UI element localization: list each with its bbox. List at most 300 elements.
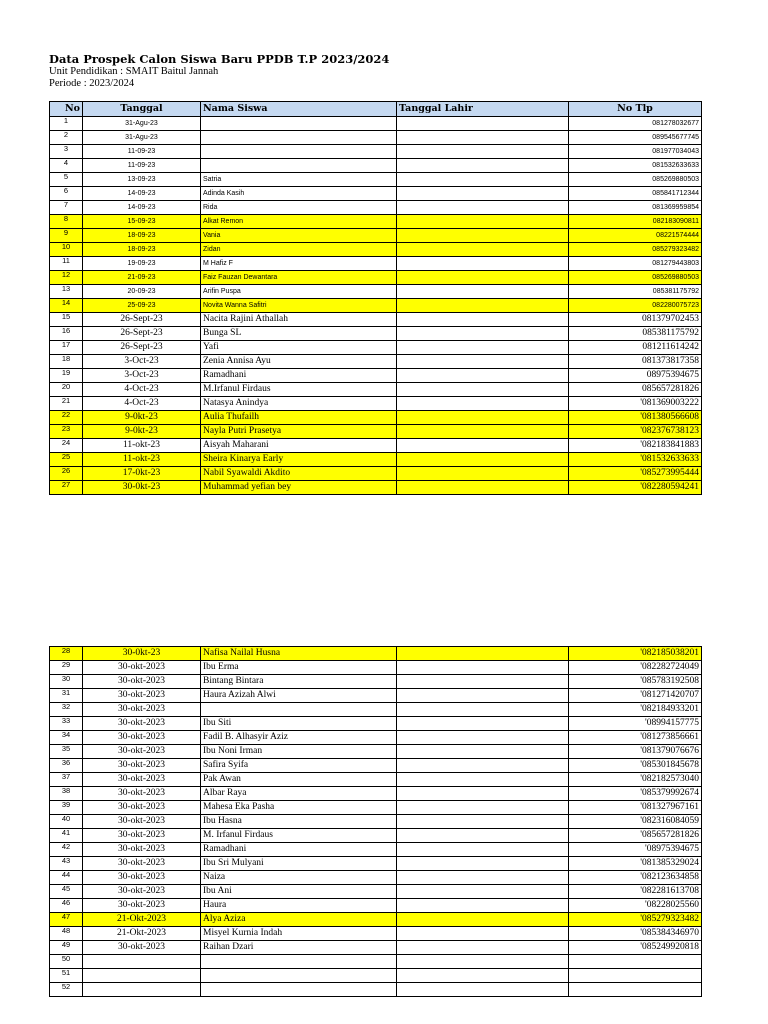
cell-no-tlp[interactable]: '085279323482 [569, 913, 702, 927]
cell-nama[interactable]: Zenia Annisa Ayu [201, 355, 397, 369]
cell-no[interactable]: 29 [50, 661, 83, 675]
table-row [50, 285, 702, 299]
cell-nama[interactable]: Bunga SL [201, 327, 397, 341]
cell-nama[interactable]: Novita Wanna Safitri [201, 299, 397, 313]
cell-no-tlp[interactable]: '085249920818 [569, 941, 702, 955]
cell-no-tlp[interactable]: 081279443803 [569, 257, 702, 271]
table-row [50, 787, 702, 801]
cell-no[interactable]: 38 [50, 787, 83, 801]
cell-nama[interactable]: M. Irfanul Firdaus [201, 829, 397, 843]
cell-tanggal-lahir[interactable] [397, 201, 569, 215]
cell-tanggal-lahir[interactable] [397, 871, 569, 885]
cell-tanggal[interactable] [83, 969, 201, 983]
cell-nama[interactable]: Ramadhani [201, 843, 397, 857]
cell-tanggal-lahir[interactable] [397, 257, 569, 271]
cell-no[interactable]: 51 [50, 969, 83, 983]
table-header-row [50, 102, 702, 117]
cell-no-tlp[interactable]: 085279323482 [569, 243, 702, 257]
cell-tanggal[interactable]: 15-09-23 [83, 215, 201, 229]
cell-no-tlp[interactable]: 081369959854 [569, 201, 702, 215]
table-row [50, 243, 702, 257]
cell-no-tlp[interactable]: '082281613708 [569, 885, 702, 899]
cell-nama[interactable] [201, 703, 397, 717]
cell-tanggal[interactable]: 30-okt-2023 [83, 661, 201, 675]
cell-no[interactable]: 15 [50, 313, 83, 327]
cell-tanggal[interactable]: 30-okt-2023 [83, 899, 201, 913]
cell-tanggal[interactable]: 31-Agu-23 [83, 131, 201, 145]
cell-tanggal[interactable]: 30-okt-2023 [83, 675, 201, 689]
cell-tanggal-lahir[interactable] [397, 383, 569, 397]
header-no[interactable]: No [50, 102, 83, 117]
cell-no-tlp[interactable]: '082282724049 [569, 661, 702, 675]
cell-tanggal[interactable]: 30-okt-2023 [83, 857, 201, 871]
cell-nama[interactable] [201, 145, 397, 159]
cell-nama[interactable]: Aulia Thufailh [201, 411, 397, 425]
cell-tanggal[interactable]: 9-0kt-23 [83, 411, 201, 425]
table-body-1 [50, 117, 702, 495]
cell-tanggal-lahir[interactable] [397, 481, 569, 495]
cell-no-tlp[interactable]: '085384346970 [569, 927, 702, 941]
cell-tanggal[interactable]: 30-okt-2023 [83, 731, 201, 745]
cell-tanggal-lahir[interactable] [397, 341, 569, 355]
cell-tanggal-lahir[interactable] [397, 829, 569, 843]
header-tanggal-lahir[interactable]: Tanggal Lahir [397, 102, 569, 117]
cell-no[interactable]: 47 [50, 913, 83, 927]
cell-no[interactable]: 28 [50, 647, 83, 661]
cell-tanggal[interactable]: 11-09-23 [83, 159, 201, 173]
cell-no-tlp[interactable]: '085301845678 [569, 759, 702, 773]
cell-tanggal[interactable]: 30-okt-2023 [83, 759, 201, 773]
cell-nama[interactable]: Vania [201, 229, 397, 243]
cell-tanggal-lahir[interactable] [397, 299, 569, 313]
cell-nama[interactable]: Nacita Rajini Athallah [201, 313, 397, 327]
cell-no[interactable]: 17 [50, 341, 83, 355]
cell-nama[interactable]: Ibu Hasna [201, 815, 397, 829]
cell-no-tlp[interactable]: '08228025560 [569, 899, 702, 913]
cell-no[interactable]: 33 [50, 717, 83, 731]
cell-no-tlp[interactable]: '081379076676 [569, 745, 702, 759]
cell-tanggal[interactable]: 11-okt-23 [83, 439, 201, 453]
cell-nama[interactable]: Misyel Kurnia Indah [201, 927, 397, 941]
cell-tanggal-lahir[interactable] [397, 159, 569, 173]
cell-nama[interactable]: Ibu Sri Mulyani [201, 857, 397, 871]
cell-tanggal[interactable]: 3-Oct-23 [83, 355, 201, 369]
table-row [50, 201, 702, 215]
cell-tanggal[interactable]: 30-okt-2023 [83, 885, 201, 899]
cell-tanggal-lahir[interactable] [397, 215, 569, 229]
cell-no[interactable]: 1 [50, 117, 83, 131]
cell-tanggal-lahir[interactable] [397, 857, 569, 871]
cell-tanggal-lahir[interactable] [397, 717, 569, 731]
cell-tanggal-lahir[interactable] [397, 271, 569, 285]
cell-tanggal[interactable]: 3-Oct-23 [83, 369, 201, 383]
cell-tanggal-lahir[interactable] [397, 885, 569, 899]
cell-tanggal-lahir[interactable] [397, 759, 569, 773]
cell-tanggal-lahir[interactable] [397, 131, 569, 145]
cell-no[interactable]: 25 [50, 453, 83, 467]
cell-tanggal[interactable]: 26-Sept-23 [83, 313, 201, 327]
cell-nama[interactable]: M Hafiz F [201, 257, 397, 271]
cell-tanggal[interactable]: 11-09-23 [83, 145, 201, 159]
cell-tanggal-lahir[interactable] [397, 745, 569, 759]
cell-no-tlp[interactable]: 085269880503 [569, 173, 702, 187]
cell-no[interactable]: 50 [50, 955, 83, 969]
cell-nama[interactable]: Satria [201, 173, 397, 187]
cell-no[interactable]: 16 [50, 327, 83, 341]
cell-tanggal-lahir[interactable] [397, 731, 569, 745]
cell-nama[interactable] [201, 159, 397, 173]
cell-no[interactable]: 2 [50, 131, 83, 145]
cell-no-tlp[interactable]: 08221574444 [569, 229, 702, 243]
cell-no[interactable]: 7 [50, 201, 83, 215]
cell-no-tlp[interactable]: '085657281826 [569, 829, 702, 843]
cell-no-tlp[interactable]: '085379992674 [569, 787, 702, 801]
cell-tanggal-lahir[interactable] [397, 913, 569, 927]
cell-no-tlp[interactable]: '081273856661 [569, 731, 702, 745]
cell-tanggal[interactable]: 30-okt-2023 [83, 773, 201, 787]
cell-no[interactable]: 43 [50, 857, 83, 871]
cell-nama[interactable]: Raihan Dzari [201, 941, 397, 955]
cell-no-tlp[interactable]: '085273995444 [569, 467, 702, 481]
table-row [50, 117, 702, 131]
table-row [50, 829, 702, 843]
cell-no-tlp[interactable]: 085657281826 [569, 383, 702, 397]
cell-tanggal-lahir[interactable] [397, 983, 569, 997]
cell-no[interactable]: 4 [50, 159, 83, 173]
cell-no-tlp[interactable]: '081327967161 [569, 801, 702, 815]
cell-no-tlp[interactable]: 081211614242 [569, 341, 702, 355]
cell-no[interactable]: 32 [50, 703, 83, 717]
cell-tanggal-lahir[interactable] [397, 467, 569, 481]
cell-no[interactable]: 12 [50, 271, 83, 285]
cell-nama[interactable]: Natasya Anindya [201, 397, 397, 411]
cell-tanggal[interactable]: 4-Oct-23 [83, 397, 201, 411]
cell-no-tlp[interactable]: '082183841883 [569, 439, 702, 453]
cell-nama[interactable]: Naiza [201, 871, 397, 885]
cell-no[interactable]: 30 [50, 675, 83, 689]
cell-no-tlp[interactable]: '081532633633 [569, 453, 702, 467]
cell-nama[interactable]: Ibu Noni Irman [201, 745, 397, 759]
cell-no-tlp[interactable]: '08975394675 [569, 843, 702, 857]
cell-nama[interactable]: Rida [201, 201, 397, 215]
cell-no[interactable]: 34 [50, 731, 83, 745]
cell-no[interactable]: 22 [50, 411, 83, 425]
cell-nama[interactable]: Ibu Ani [201, 885, 397, 899]
cell-tanggal[interactable]: 18-09-23 [83, 243, 201, 257]
table-row [50, 327, 702, 341]
cell-no[interactable]: 20 [50, 383, 83, 397]
cell-no-tlp[interactable]: '082182573040 [569, 773, 702, 787]
cell-no-tlp[interactable]: '08994157775 [569, 717, 702, 731]
cell-no[interactable]: 11 [50, 257, 83, 271]
cell-no[interactable]: 13 [50, 285, 83, 299]
cell-tanggal[interactable]: 14-09-23 [83, 201, 201, 215]
cell-nama[interactable]: Safira Syifa [201, 759, 397, 773]
cell-nama[interactable]: Muhammad yefian bey [201, 481, 397, 495]
cell-tanggal[interactable]: 14-09-23 [83, 187, 201, 201]
table-row [50, 439, 702, 453]
cell-tanggal-lahir[interactable] [397, 969, 569, 983]
cell-no[interactable]: 3 [50, 145, 83, 159]
cell-nama[interactable]: Alkat Remon [201, 215, 397, 229]
table-row [50, 383, 702, 397]
table-row [50, 313, 702, 327]
cell-no[interactable]: 26 [50, 467, 83, 481]
cell-tanggal-lahir[interactable] [397, 145, 569, 159]
cell-tanggal-lahir[interactable] [397, 661, 569, 675]
cell-no-tlp[interactable] [569, 955, 702, 969]
cell-tanggal-lahir[interactable] [397, 397, 569, 411]
cell-tanggal-lahir[interactable] [397, 815, 569, 829]
table-row [50, 411, 702, 425]
table-row [50, 955, 702, 969]
cell-tanggal-lahir[interactable] [397, 285, 569, 299]
unit-line: Unit Pendidikan : SMAIT Baitul Jannah [49, 66, 219, 77]
cell-tanggal[interactable]: 30-okt-2023 [83, 787, 201, 801]
cell-tanggal[interactable]: 18-09-23 [83, 229, 201, 243]
cell-no-tlp[interactable]: 081278032677 [569, 117, 702, 131]
cell-tanggal[interactable]: 30-okt-2023 [83, 829, 201, 843]
cell-no[interactable]: 9 [50, 229, 83, 243]
header-tanggal[interactable]: Tanggal [83, 102, 201, 117]
table-row [50, 215, 702, 229]
cell-tanggal-lahir[interactable] [397, 941, 569, 955]
cell-no[interactable]: 42 [50, 843, 83, 857]
cell-tanggal[interactable]: 30-okt-2023 [83, 941, 201, 955]
cell-nama[interactable] [201, 955, 397, 969]
cell-no[interactable]: 10 [50, 243, 83, 257]
cell-tanggal[interactable]: 30-okt-2023 [83, 703, 201, 717]
cell-nama[interactable]: Fadil B. Alhasyir Aziz [201, 731, 397, 745]
cell-tanggal[interactable]: 30-okt-2023 [83, 801, 201, 815]
cell-nama[interactable]: Ibu Erma [201, 661, 397, 675]
cell-tanggal-lahir[interactable] [397, 229, 569, 243]
cell-tanggal-lahir[interactable] [397, 313, 569, 327]
cell-tanggal[interactable]: 21-Okt-2023 [83, 913, 201, 927]
cell-nama[interactable] [201, 983, 397, 997]
cell-no-tlp[interactable]: 085841712344 [569, 187, 702, 201]
cell-tanggal-lahir[interactable] [397, 173, 569, 187]
cell-no-tlp[interactable]: 082280075723 [569, 299, 702, 313]
cell-nama[interactable] [201, 117, 397, 131]
cell-no-tlp[interactable]: '082123634858 [569, 871, 702, 885]
cell-nama[interactable]: M.Irfanul Firdaus [201, 383, 397, 397]
cell-no-tlp[interactable]: '085783192508 [569, 675, 702, 689]
cell-tanggal-lahir[interactable] [397, 843, 569, 857]
cell-no-tlp[interactable]: '082185038201 [569, 647, 702, 661]
table-row [50, 145, 702, 159]
cell-tanggal[interactable]: 30-okt-2023 [83, 689, 201, 703]
table-row [50, 857, 702, 871]
cell-tanggal-lahir[interactable] [397, 955, 569, 969]
cell-tanggal[interactable]: 30-okt-2023 [83, 843, 201, 857]
header-nama[interactable]: Nama Siswa [201, 102, 397, 117]
cell-nama[interactable]: Alya Aziza [201, 913, 397, 927]
cell-tanggal-lahir[interactable] [397, 369, 569, 383]
cell-nama[interactable]: Sheira Kinarya Early [201, 453, 397, 467]
prospect-table-1 [49, 101, 702, 495]
cell-tanggal[interactable]: 30-okt-2023 [83, 717, 201, 731]
cell-no[interactable]: 6 [50, 187, 83, 201]
cell-tanggal-lahir[interactable] [397, 439, 569, 453]
cell-no-tlp[interactable]: 08975394675 [569, 369, 702, 383]
cell-no-tlp[interactable] [569, 983, 702, 997]
cell-tanggal-lahir[interactable] [397, 703, 569, 717]
cell-tanggal[interactable]: 31-Agu-23 [83, 117, 201, 131]
table-row [50, 885, 702, 899]
cell-no-tlp[interactable]: '081385329024 [569, 857, 702, 871]
cell-nama[interactable]: Ibu Siti [201, 717, 397, 731]
document-header [49, 52, 389, 90]
table-row [50, 299, 702, 313]
cell-nama[interactable]: Adinda Kasih [201, 187, 397, 201]
cell-no-tlp[interactable]: 082183090811 [569, 215, 702, 229]
cell-no[interactable]: 14 [50, 299, 83, 313]
cell-tanggal-lahir[interactable] [397, 327, 569, 341]
table-row [50, 159, 702, 173]
cell-nama[interactable]: Haura Azizah Alwi [201, 689, 397, 703]
cell-tanggal-lahir[interactable] [397, 411, 569, 425]
cell-no-tlp[interactable]: '082376738123 [569, 425, 702, 439]
cell-tanggal[interactable]: 30-okt-2023 [83, 745, 201, 759]
cell-no[interactable]: 40 [50, 815, 83, 829]
cell-tanggal[interactable]: 30-okt-2023 [83, 871, 201, 885]
cell-tanggal-lahir[interactable] [397, 355, 569, 369]
cell-no[interactable]: 41 [50, 829, 83, 843]
cell-tanggal-lahir[interactable] [397, 117, 569, 131]
cell-no-tlp[interactable]: 081532633633 [569, 159, 702, 173]
cell-no[interactable]: 5 [50, 173, 83, 187]
cell-nama[interactable]: Nayla Putri Prasetya [201, 425, 397, 439]
cell-no[interactable]: 31 [50, 689, 83, 703]
cell-no[interactable]: 45 [50, 885, 83, 899]
cell-no[interactable]: 8 [50, 215, 83, 229]
cell-tanggal[interactable]: 17-0kt-23 [83, 467, 201, 481]
cell-tanggal-lahir[interactable] [397, 801, 569, 815]
cell-nama[interactable]: Albar Raya [201, 787, 397, 801]
table-row [50, 675, 702, 689]
cell-tanggal[interactable]: 21-Okt-2023 [83, 927, 201, 941]
cell-no-tlp[interactable]: '081369003222 [569, 397, 702, 411]
cell-no-tlp[interactable]: '082316084059 [569, 815, 702, 829]
table-row [50, 229, 702, 243]
table-row [50, 453, 702, 467]
cell-tanggal[interactable]: 20-09-23 [83, 285, 201, 299]
cell-tanggal-lahir[interactable] [397, 787, 569, 801]
cell-tanggal[interactable]: 30-okt-2023 [83, 815, 201, 829]
cell-tanggal[interactable]: 13-09-23 [83, 173, 201, 187]
cell-nama[interactable] [201, 969, 397, 983]
cell-tanggal-lahir[interactable] [397, 773, 569, 787]
cell-no-tlp[interactable] [569, 969, 702, 983]
cell-no-tlp[interactable]: 085381175792 [569, 327, 702, 341]
table-row [50, 815, 702, 829]
cell-no[interactable]: 39 [50, 801, 83, 815]
cell-no-tlp[interactable]: '081380566608 [569, 411, 702, 425]
cell-tanggal-lahir[interactable] [397, 689, 569, 703]
cell-no-tlp[interactable]: 085269880503 [569, 271, 702, 285]
cell-nama[interactable]: Faiz Fauzan Dewantara [201, 271, 397, 285]
cell-no-tlp[interactable]: 081977034043 [569, 145, 702, 159]
cell-no[interactable]: 52 [50, 983, 83, 997]
table-row [50, 843, 702, 857]
cell-no[interactable]: 35 [50, 745, 83, 759]
table-row [50, 481, 702, 495]
cell-no-tlp[interactable]: 089545677745 [569, 131, 702, 145]
cell-tanggal[interactable]: 30-0kt-23 [83, 481, 201, 495]
table-row [50, 913, 702, 927]
cell-no-tlp[interactable]: 085381175792 [569, 285, 702, 299]
cell-no[interactable]: 23 [50, 425, 83, 439]
cell-no[interactable]: 19 [50, 369, 83, 383]
cell-no[interactable]: 46 [50, 899, 83, 913]
table-row [50, 173, 702, 187]
table-row [50, 759, 702, 773]
cell-nama[interactable]: Pak Awan [201, 773, 397, 787]
cell-tanggal[interactable]: 4-Oct-23 [83, 383, 201, 397]
cell-nama[interactable]: Nabil Syawaldi Akdito [201, 467, 397, 481]
cell-no-tlp[interactable]: 081373817358 [569, 355, 702, 369]
table-row [50, 355, 702, 369]
cell-nama[interactable]: Aisyah Maharani [201, 439, 397, 453]
cell-no[interactable]: 24 [50, 439, 83, 453]
cell-no[interactable]: 21 [50, 397, 83, 411]
cell-tanggal[interactable] [83, 983, 201, 997]
header-no-tlp[interactable]: No Tlp [569, 102, 702, 117]
cell-tanggal-lahir[interactable] [397, 675, 569, 689]
cell-tanggal[interactable] [83, 955, 201, 969]
cell-nama[interactable] [201, 131, 397, 145]
table-row [50, 187, 702, 201]
cell-no-tlp[interactable]: '082280594241 [569, 481, 702, 495]
cell-tanggal[interactable]: 21-09-23 [83, 271, 201, 285]
cell-nama[interactable]: Arifin Puspa [201, 285, 397, 299]
cell-tanggal[interactable]: 9-0kt-23 [83, 425, 201, 439]
cell-tanggal-lahir[interactable] [397, 453, 569, 467]
cell-no[interactable]: 49 [50, 941, 83, 955]
cell-no[interactable]: 44 [50, 871, 83, 885]
cell-nama[interactable]: Haura [201, 899, 397, 913]
table-row [50, 369, 702, 383]
cell-no[interactable]: 27 [50, 481, 83, 495]
cell-nama[interactable]: Zidan [201, 243, 397, 257]
cell-nama[interactable]: Bintang Bintara [201, 675, 397, 689]
cell-nama[interactable]: Nafisa Nailal Husna [201, 647, 397, 661]
cell-tanggal[interactable]: 11-okt-23 [83, 453, 201, 467]
cell-no[interactable]: 48 [50, 927, 83, 941]
cell-nama[interactable]: Yafi [201, 341, 397, 355]
cell-no[interactable]: 36 [50, 759, 83, 773]
cell-tanggal-lahir[interactable] [397, 899, 569, 913]
cell-tanggal[interactable]: 26-Sept-23 [83, 327, 201, 341]
cell-tanggal-lahir[interactable] [397, 187, 569, 201]
cell-no-tlp[interactable]: 081379702453 [569, 313, 702, 327]
cell-tanggal-lahir[interactable] [397, 927, 569, 941]
cell-no-tlp[interactable]: '081271420707 [569, 689, 702, 703]
cell-tanggal-lahir[interactable] [397, 243, 569, 257]
cell-no[interactable]: 18 [50, 355, 83, 369]
cell-tanggal[interactable]: 19-09-23 [83, 257, 201, 271]
cell-tanggal[interactable]: 30-0kt-23 [83, 647, 201, 661]
cell-no[interactable]: 37 [50, 773, 83, 787]
cell-tanggal[interactable]: 25-09-23 [83, 299, 201, 313]
cell-no-tlp[interactable]: '082184933201 [569, 703, 702, 717]
cell-nama[interactable]: Mahesa Eka Pasha [201, 801, 397, 815]
cell-tanggal[interactable]: 26-Sept-23 [83, 341, 201, 355]
cell-tanggal-lahir[interactable] [397, 425, 569, 439]
cell-tanggal-lahir[interactable] [397, 647, 569, 661]
cell-nama[interactable]: Ramadhani [201, 369, 397, 383]
